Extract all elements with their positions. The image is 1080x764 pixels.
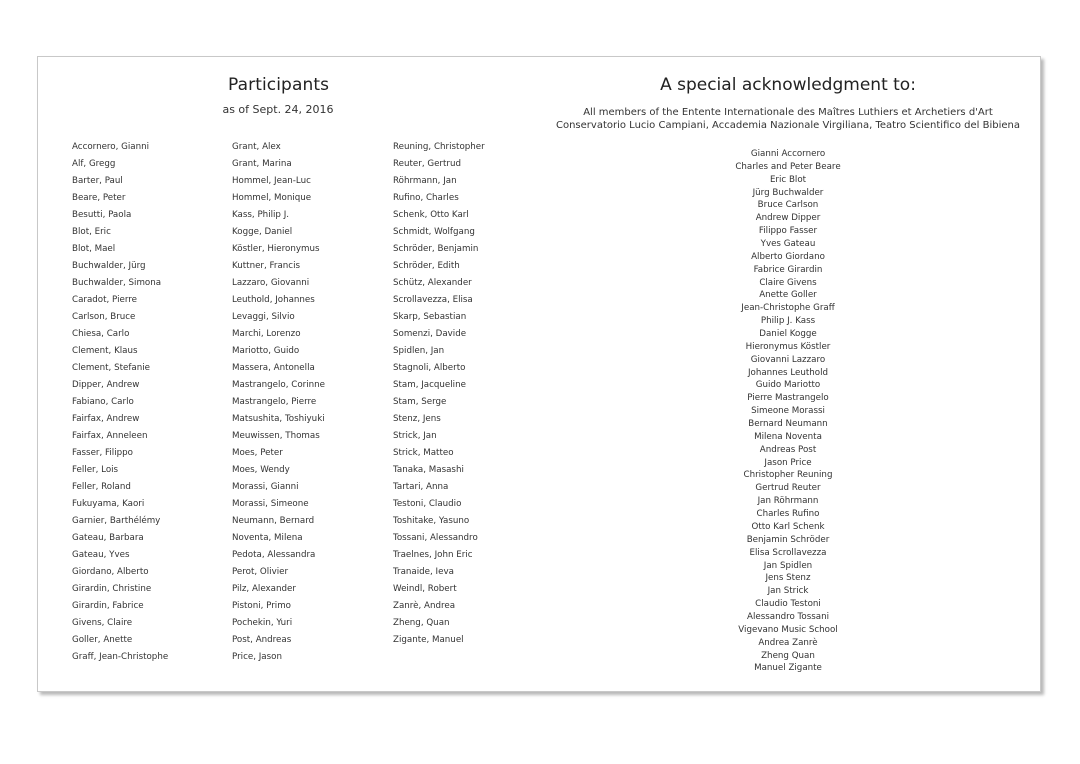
participant-name: Besutti, Paola (72, 210, 132, 221)
participant-name: Mariotto, Guido (232, 346, 300, 357)
acknowledged-name: Claire Givens (759, 277, 817, 288)
acknowledged-name: Charles Rufino (756, 509, 820, 520)
participant-name: Tranaide, Ieva (393, 567, 454, 578)
participants-column-2 (232, 139, 325, 666)
participant-name: Mastrangelo, Corinne (232, 380, 325, 391)
participant-name: Fabiano, Carlo (72, 397, 134, 408)
acknowledged-name: Eric Blot (769, 174, 807, 185)
acknowledgment-organizations-line-1: All members of the Entente Internationale des Maîtres Luthiers et Archetiers d'Art (583, 107, 993, 118)
participant-name: Tartari, Anna (393, 482, 449, 493)
participant-name: Rufino, Charles (393, 193, 459, 204)
participant-name: Morassi, Simeone (232, 499, 309, 510)
participant-name: Graff, Jean-Christophe (72, 652, 169, 663)
acknowledged-name: Gertrud Reuter (755, 483, 821, 494)
participant-name: Köstler, Hieronymus (232, 244, 320, 255)
acknowledgment-title: A special acknowledgment to: (660, 75, 916, 95)
participant-name: Buchwalder, Simona (72, 278, 162, 289)
participant-name: Price, Jason (232, 652, 282, 663)
participant-name: Schmidt, Wolfgang (393, 227, 475, 238)
participant-name: Alf, Gregg (72, 159, 116, 170)
acknowledgment-organizations-line-2: Conservatorio Lucio Campiani, Accademia Nazionale Virgiliana, Teatro Scientifico del Bibiena (555, 120, 1021, 131)
participant-name: Strick, Matteo (393, 448, 454, 459)
participant-name: Schröder, Benjamin (393, 244, 479, 255)
acknowledged-name: Jean-Christophe Graff (741, 303, 835, 314)
participant-name: Somenzi, Davide (393, 329, 467, 340)
participant-name: Gateau, Yves (72, 550, 130, 561)
participant-name: Fasser, Filippo (72, 448, 133, 459)
participant-name: Moes, Peter (232, 448, 283, 459)
acknowledged-name: Jürg Buchwalder (752, 187, 824, 198)
acknowledged-name: Anette Goller (759, 290, 817, 301)
acknowledged-name: Andrea Zanrè (758, 637, 818, 648)
participant-name: Röhrmann, Jan (393, 176, 457, 187)
acknowledged-name: Otto Karl Schenk (751, 521, 825, 532)
participant-name: Tossani, Alessandro (393, 533, 478, 544)
acknowledged-name: Filippo Fasser (758, 226, 818, 237)
participant-name: Tanaka, Masashi (393, 465, 464, 476)
participant-name: Feller, Roland (72, 482, 131, 493)
acknowledged-name: Charles and Peter Beare (735, 161, 841, 172)
participant-name: Skarp, Sebastian (393, 312, 467, 323)
participant-name: Girardin, Fabrice (72, 601, 144, 612)
acknowledged-name: Pierre Mastrangelo (747, 393, 829, 404)
participant-name: Matsushita, Toshiyuki (232, 414, 325, 425)
participant-name: Stagnoli, Alberto (393, 363, 466, 374)
participant-name: Grant, Marina (232, 159, 292, 170)
participant-name: Chiesa, Carlo (72, 329, 130, 340)
participant-name: Beare, Peter (72, 193, 126, 204)
acknowledged-name: Claudio Testoni (755, 599, 821, 610)
participant-name: Reuning, Christopher (393, 142, 485, 152)
acknowledged-name: Andreas Post (759, 444, 817, 455)
acknowledged-name: Guido Mariotto (755, 380, 821, 391)
participant-name: Blot, Mael (72, 244, 116, 255)
acknowledged-name: Philip J. Kass (760, 316, 816, 327)
participant-name: Levaggi, Silvio (232, 312, 295, 323)
participant-name: Lazzaro, Giovanni (232, 278, 310, 289)
participant-name: Fairfax, Anneleen (72, 431, 148, 442)
participant-name: Neumann, Bernard (232, 516, 315, 527)
participant-name: Zanrè, Andrea (393, 601, 456, 612)
acknowledged-name: Jan Röhrmann (757, 496, 819, 507)
acknowledged-name: Yves Gateau (760, 239, 816, 250)
participant-name: Clement, Klaus (72, 346, 138, 357)
acknowledged-name: Manuel Zigante (754, 663, 822, 674)
participant-name: Testoni, Claudio (393, 499, 462, 510)
participant-name: Blot, Eric (72, 227, 111, 238)
participant-name: Fukuyama, Kaori (72, 499, 145, 510)
participants-title: Participants (228, 75, 330, 95)
participant-name: Weindl, Robert (393, 584, 457, 595)
participant-name: Stam, Jacqueline (393, 380, 466, 391)
participant-name: Kuttner, Francis (232, 261, 301, 272)
participant-name: Accornero, Gianni (72, 142, 150, 152)
participant-name: Scrollavezza, Elisa (393, 295, 473, 306)
participant-name: Kass, Philip J. (232, 210, 290, 221)
participant-name: Givens, Claire (72, 618, 133, 629)
participant-name: Gateau, Barbara (72, 533, 144, 544)
acknowledged-name: Jens Stenz (765, 573, 811, 584)
participant-name: Traelnes, John Eric (393, 550, 473, 561)
participant-name: Girardin, Christine (72, 584, 152, 595)
acknowledged-name: Gianni Accornero (750, 149, 826, 159)
participant-name: Spidlen, Jan (393, 346, 445, 357)
participant-name: Massera, Antonella (232, 363, 315, 374)
acknowledged-name: Jason Price (764, 457, 812, 468)
acknowledged-name: Milena Noventa (754, 431, 822, 442)
participant-name: Pedota, Alessandra (232, 550, 316, 561)
participant-name: Post, Andreas (232, 635, 292, 646)
participant-name: Goller, Anette (72, 635, 133, 646)
acknowledged-name: Andrew Dipper (755, 213, 821, 224)
acknowledged-name: Daniel Kogge (759, 329, 817, 340)
acknowledged-name: Jan Strick (767, 586, 809, 597)
participants-date: as of Sept. 24, 2016 (222, 103, 334, 116)
participant-name: Leuthold, Johannes (232, 295, 315, 306)
acknowledged-name: Fabrice Girardin (753, 264, 823, 275)
acknowledged-name: Zheng Quan (761, 650, 815, 661)
participant-name: Meuwissen, Thomas (232, 431, 320, 442)
acknowledged-name: Alessandro Tossani (747, 611, 829, 622)
participant-name: Toshitake, Yasuno (393, 516, 470, 527)
acknowledged-name: Johannes Leuthold (747, 367, 829, 378)
participant-name: Schütz, Alexander (393, 278, 472, 289)
participant-name: Hommel, Monique (232, 193, 312, 204)
participant-name: Kogge, Daniel (232, 227, 293, 238)
participant-name: Pochekin, Yuri (232, 618, 293, 629)
participant-name: Grant, Alex (232, 142, 281, 152)
participant-name: Noventa, Milena (232, 533, 303, 544)
participant-name: Feller, Lois (72, 465, 119, 476)
participant-name: Giordano, Alberto (72, 567, 149, 578)
participant-name: Reuter, Gertrud (393, 159, 461, 170)
participant-name: Moes, Wendy (232, 465, 290, 476)
participant-name: Perot, Olivier (232, 567, 289, 578)
acknowledgment-names-list (688, 148, 888, 675)
acknowledged-name: Hieronymus Köstler (745, 341, 831, 352)
acknowledged-name: Benjamin Schröder (746, 534, 830, 545)
participant-name: Dipper, Andrew (72, 380, 140, 391)
participant-name: Schenk, Otto Karl (393, 210, 469, 221)
participant-name: Garnier, Barthélémy (72, 516, 161, 527)
participant-name: Buchwalder, Jürg (72, 261, 146, 272)
participant-name: Pilz, Alexander (232, 584, 296, 595)
participant-name: Pistoni, Primo (232, 601, 292, 612)
acknowledged-name: Bernard Neumann (748, 419, 828, 430)
acknowledged-name: Vigevano Music School (738, 624, 838, 635)
participant-name: Marchi, Lorenzo (232, 329, 301, 340)
acknowledged-name: Bruce Carlson (757, 200, 819, 211)
participant-name: Morassi, Gianni (232, 482, 299, 493)
participants-column-1 (72, 139, 168, 666)
participant-name: Fairfax, Andrew (72, 414, 140, 425)
acknowledged-name: Giovanni Lazzaro (750, 354, 826, 365)
participant-name: Hommel, Jean-Luc (232, 176, 311, 187)
participant-name: Carlson, Bruce (72, 312, 136, 323)
acknowledged-name: Jan Spidlen (763, 560, 813, 571)
participant-name: Clement, Stefanie (72, 363, 150, 374)
participants-column-3 (393, 139, 485, 649)
acknowledged-name: Simeone Morassi (751, 406, 825, 417)
participant-name: Zheng, Quan (393, 618, 450, 629)
document-page (37, 56, 1041, 692)
participant-name: Barter, Paul (72, 176, 123, 187)
participant-name: Caradot, Pierre (72, 295, 137, 306)
participant-name: Mastrangelo, Pierre (232, 397, 317, 408)
participant-name: Zigante, Manuel (393, 635, 464, 646)
participant-name: Strick, Jan (393, 431, 437, 442)
participant-name: Stam, Serge (393, 397, 447, 408)
acknowledged-name: Alberto Giordano (751, 251, 825, 262)
participant-name: Schröder, Edith (393, 261, 460, 272)
participant-name: Stenz, Jens (393, 414, 441, 425)
acknowledged-name: Christopher Reuning (743, 470, 833, 481)
acknowledged-name: Elisa Scrollavezza (749, 547, 827, 558)
